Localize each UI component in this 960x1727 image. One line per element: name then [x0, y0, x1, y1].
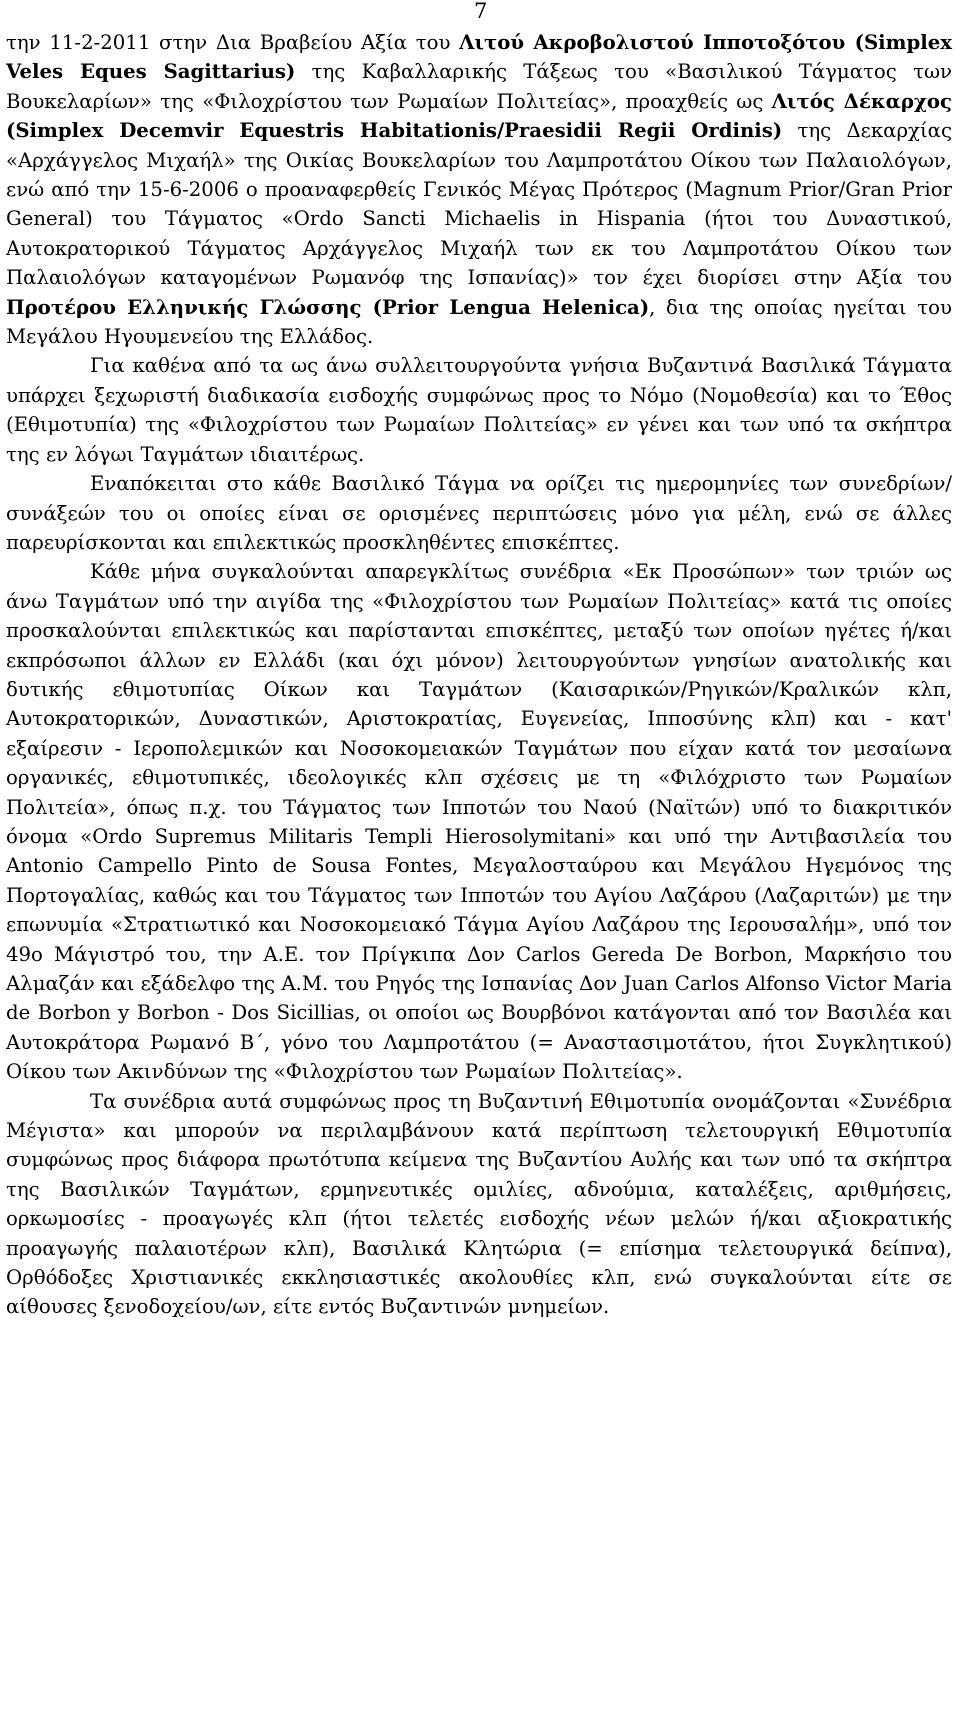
paragraph: [6, 557, 952, 1086]
text-run: Για καθένα από τα ως άνω συλλειτουργούντα γνήσια Βυζαντινά Βασιλικά Τάγματα υπάρχει ξεχωριστή διαδικασία εισδοχής συμφώνως προς το Νόμο (Νομοθεσία) και το Έθος (Εθιμοτυπία) της «Φιλοχρίστου των Ρωμαίων Πολιτείας» εν γένει και των υπό τα σκήπτρα της εν λόγωι Ταγμάτων ιδιαιτέρως.: [6, 354, 952, 466]
text-run: της Δεκαρχίας «Αρχάγγελος Μιχαήλ» της Οικίας Βουκελαρίων του Λαμπροτάτου Οίκου των Παλαιολόγων, ενώ από την 15-6-2006 ο προαναφερθείς Γενικός Μέγας Πρότερος (Magnum Prior/Gran Prior General) του Τάγματος «Ordo Sancti Michaelis in Hispania (ήτοι του Δυναστικού, Αυτοκρατορικού Τάγματος Αρχάγγελος Μιχαήλ των εκ του Λαμπροτάτου Οίκου των Παλαιολόγων καταγομένων Ρωμανόφ της Ισπανίας)» τον έχει διορίσει στην Αξία του: [6, 119, 952, 290]
paragraph: [6, 1087, 952, 1322]
text-run: της Καβαλλαρικής Τάξεως του «Βασιλικού Τάγματος των Βουκελαρίων» της «Φιλοχρίστου των Ρωμαίων Πολιτείας», προαχθείς ως: [6, 60, 953, 113]
text-run: Εναπόκειται στο κάθε Βασιλικό Τάγμα να ορίζει τις ημερομηνίες των συνεδρίων/συνάξεών του οι οποίες είναι σε ορισμένες περιπτώσεις μόνο για μέλη, ενώ σε άλλες παρευρίσκονται και επιλεκτικώς προσκληθέντες επισκέπτες.: [6, 472, 952, 554]
paragraph: [6, 351, 952, 469]
paragraph: [6, 28, 952, 351]
text-run: την 11-2-2011 στην Δια Βραβείου Αξία του: [6, 31, 460, 54]
text-run: Τα συνέδρια αυτά συμφώνως προς τη Βυζαντινή Εθιμοτυπία ονομάζονται «Συνέδρια Μέγιστα» και μπορούν να περιλαμβάνουν κατά περίπτωση τελετουργική Εθιμοτυπία συμφώνως προς διάφορα πρωτότυπα κείμενα της Βυζαντίου Αυλής και των υπό τα σκήπτρα της Βασιλικών Ταγμάτων, ερμηνευτικές ομιλίες, αδνούμια, καταλέξεις, αριθμήσεις, ορκωμοσίες - προαγωγές κλπ (ήτοι τελετές εισδοχής νέων μελών ή/και αξιοκρατικής προαγωγής παλαιοτέρων κλπ), Βασιλικά Κλητώρια (= επίσημα τελετουργικά δείπνα), Ορθόδοξες Χριστιανικές εκκλησιαστικές ακολουθίες κλπ, ενώ συγκαλούνται είτε σε αίθουσες ξενοδοχείου/ων, είτε εντός Βυζαντινών μνημείων.: [6, 1089, 952, 1319]
page-number: 7: [474, 0, 488, 23]
bold-text-run: Προτέρου Ελληνικής Γλώσσης (Prior Lengua Helenica): [6, 295, 650, 319]
text-run: Κάθε μήνα συγκαλούνται απαρεγκλίτως συνέδρια «Εκ Προσώπων» των τριών ως άνω Ταγμάτων υπό την αιγίδα της «Φιλοχρίστου των Ρωμαίων Πολιτείας» κατά τις οποίες προσκαλούνται επιλεκτικώς και παρίστανται επισκέπτες, μεταξύ των οποίων ηγέτες ή/και εκπρόσωποι άλλων εν Ελλάδι (και όχι μόνον) λειτουργούντων γνησίων ανατολικής και δυτικής εθιμοτυπίας Οίκων και Ταγμάτων (Καισαρικών/Ρηγικών/Κραλικών κλπ, Αυτοκρατορικών, Δυναστικών, Αριστοκρατίας, Ευγενείας, Ιπποσύνης κλπ) και - κατ' εξαίρεσιν - Ιεροπολεμικών και Νοσοκομειακών Ταγμάτων που είχαν κατά τον μεσαίωνα οργανικές, εθιμοτυπικές, ιδεολογικές κλπ σχέσεις με τη «Φιλόχριστο των Ρωμαίων Πολιτεία», όπως π.χ. του Τάγματος των Ιπποτών του Ναού (Ναϊτών) υπό το διακριτικόν όνομα «Ordo Supremus Militaris Templi Hierosolymitani» και υπό την Αντιβασιλεία του Antonio Campello Pinto de Sousa Fontes, Μεγαλοσταύρου και Μεγάλου Ηγεμόνος της Πορτογαλίας, καθώς και του Τάγματος των Ιπποτών του Αγίου Λαζάρου (Λαζαριτών) με την επωνυμία «Στρατιωτικό και Νοσοκομειακό Τάγμα Αγίου Λαζάρου της Ιερουσαλήμ», υπό τον 49ο Μάγιστρό του, την Α.Ε. τον Πρίγκιπα Δον Carlos Gereda De Borbon, Μαρκήσιο του Αλμαζάν και εξάδελφο της Α.Μ. του Ρηγός της Ισπανίας Δον Juan Carlos Alfonso Victor Maria de Borbon y Borbon - Dos Sicillias, οι οποίοι ως Βουρβόνοι κατάγονται από τον Βασιλέα και Αυτοκράτορα Ρωμανό Β΄, γόνο του Λαμπροτάτου (= Αναστασιμοτάτου, ήτοι Συγκλητικού) Οίκου των Ακινδύνων της «Φιλοχρίστου των Ρωμαίων Πολιτείας».: [6, 560, 952, 1084]
bold-text-run: Λιτού Ακροβολιστού Ιπποτοξότου (Simplex Veles Eques Sagittarius): [6, 31, 952, 84]
bold-text-run: Λιτός Δέκαρχος (Simplex Decemvir Equestris Habitationis/Praesidii Regii Ordinis): [6, 89, 952, 143]
paragraph: [6, 469, 952, 557]
text-run: , δια της οποίας ηγείται του Μεγάλου Ηγουμενείου της Ελλάδος.: [6, 295, 952, 349]
body-text: [6, 28, 952, 1322]
